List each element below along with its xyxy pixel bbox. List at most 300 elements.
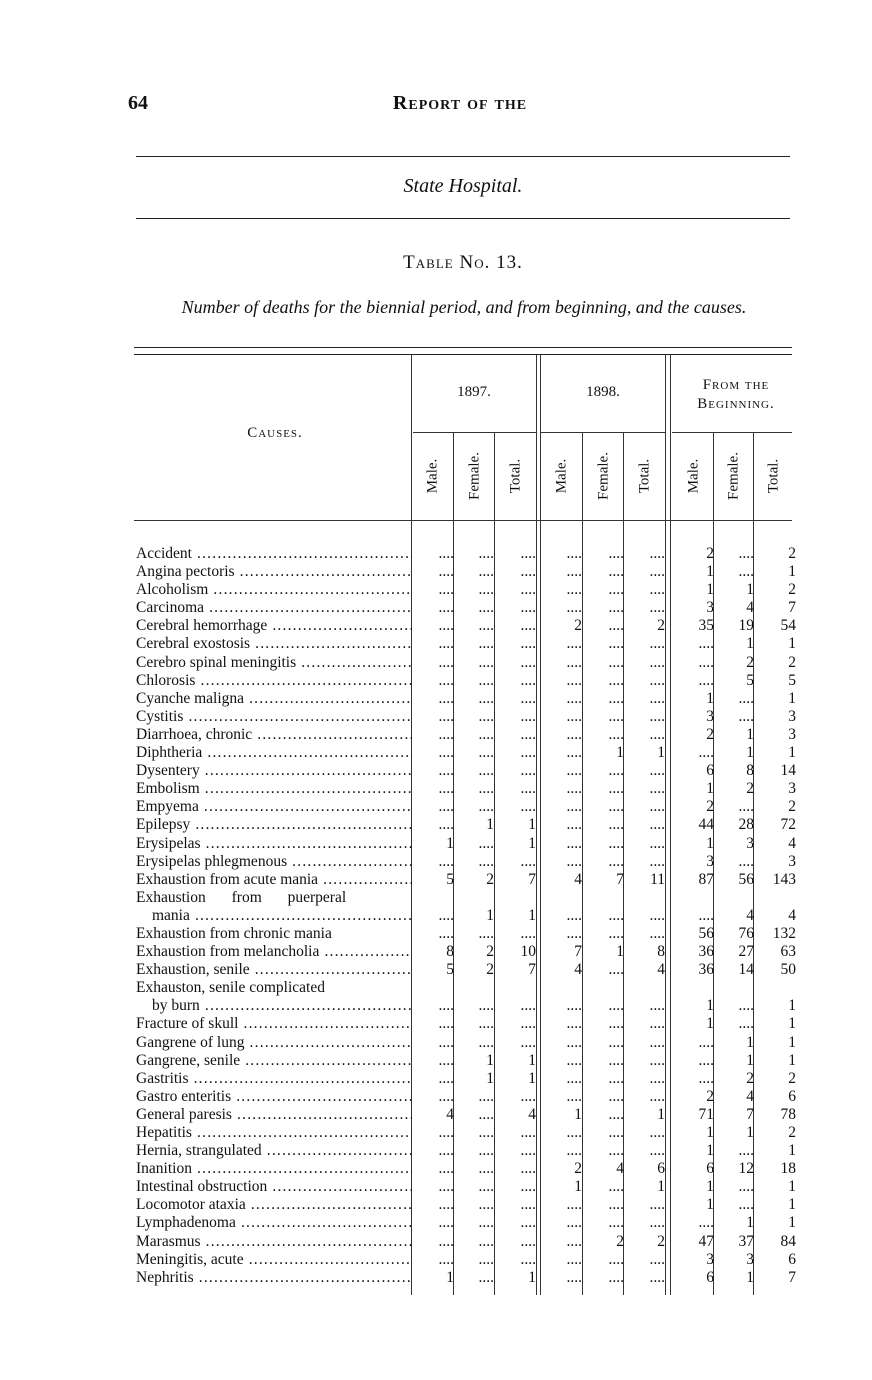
table-row [136,654,798,672]
value-cell-1898-male: 4 [574,870,582,888]
value-cell-1897-female: .... [478,1178,494,1196]
cause-cell: Inanition ..... [136,1160,412,1178]
value-cell-beginning-male: 1 [706,563,714,581]
value-cell-1897-female: .... [478,1160,494,1178]
value-cell-beginning-male: 2 [706,798,714,816]
value-cell-1897-total: 1 [528,834,536,852]
cause-cell: Intestinal obstruction ..... [136,1178,412,1196]
value-cell-beginning-total: 1 [788,563,796,581]
table-row [136,835,798,853]
table-title: Table No. 13. [403,252,523,273]
value-cell-1897-total: .... [520,1232,536,1250]
value-cell-1898-male: .... [566,563,582,581]
value-cell-beginning-female: 12 [738,1160,754,1178]
value-cell-beginning-total: 1 [788,1214,796,1232]
value-cell-1898-male: .... [566,1232,582,1250]
value-cell-1897-total: 7 [528,961,536,979]
value-cell-1898-female: .... [608,653,624,671]
value-cell-1897-total: 1 [528,1268,536,1286]
value-cell-1898-female: .... [608,617,624,635]
value-cell-1897-male: .... [438,1087,454,1105]
table-row [136,1106,798,1124]
value-cell-1898-male: .... [566,1124,582,1141]
value-cell-1898-male: 1 [574,1105,582,1123]
value-cell-1897-total: .... [520,780,536,798]
value-cell-1897-female: 1 [486,1051,494,1069]
value-cell-1897-male: 4 [446,1105,454,1123]
value-cell-1898-female: .... [608,671,624,689]
value-cell-beginning-male: 1 [706,1124,714,1141]
value-cell-beginning-total: 4 [788,834,796,852]
value-cell-1897-total: .... [520,635,536,653]
value-cell-1898-female: .... [608,762,624,780]
value-cell-beginning-female: 7 [746,1105,754,1123]
value-cell-1897-total: 4 [528,1105,536,1123]
value-cell-1898-total: .... [649,1196,665,1214]
value-cell-beginning-total: 7 [788,1268,796,1286]
value-cell-1898-male: .... [566,834,582,852]
value-cell-1897-male: .... [438,1142,454,1160]
group-header-1898: 1898. [586,384,620,400]
value-cell-1897-male: .... [438,1069,454,1087]
value-cell-1897-total: 7 [528,870,536,888]
value-cell-beginning-female: 76 [738,924,754,942]
value-cell-beginning-female: .... [738,1015,754,1033]
value-cell-beginning-total: 84 [780,1232,796,1250]
value-cell-beginning-male: 36 [698,943,714,961]
value-cell-1897-total: .... [520,1160,536,1178]
value-cell-1898-female: .... [608,1105,624,1123]
value-cell-beginning-male: 2 [706,1087,714,1105]
cause-cell: Alcoholism ..... [136,581,412,599]
value-cell-1898-female: .... [608,780,624,798]
value-cell-1897-total: .... [520,852,536,870]
value-cell-1897-total: 1 [528,816,536,834]
value-cell-1898-male: .... [566,689,582,707]
table-row [136,961,798,979]
value-cell-1897-total: .... [520,617,536,635]
value-cell-1897-total: .... [520,924,536,942]
causes-header: Causes. [247,425,303,441]
value-cell-beginning-female: 4 [746,599,754,617]
value-cell-beginning-total: 1 [788,635,796,653]
table-caption: Number of deaths for the biennial period, and from beginning, and the causes. [181,297,747,317]
value-cell-1897-male: .... [438,581,454,599]
value-cell-beginning-total: 132 [772,924,796,942]
value-cell-1898-female: .... [608,834,624,852]
value-cell-beginning-male: 1 [706,1142,714,1160]
value-cell-1898-total: .... [649,653,665,671]
value-cell-beginning-total: 1 [788,1033,796,1051]
group-header-1897: 1897. [457,384,491,400]
value-cell-beginning-female: .... [738,1196,754,1214]
value-cell-beginning-total: 3 [788,780,796,798]
table-row [136,943,798,961]
value-cell-beginning-female: 1 [746,1051,754,1069]
value-cell-beginning-male: 3 [706,1250,714,1268]
value-cell-beginning-female: 1 [746,1214,754,1232]
value-cell-beginning-female: 1 [746,1124,754,1141]
value-cell-beginning-total: 2 [788,798,796,816]
cause-cell: Locomotor ataxia ..... [136,1196,412,1214]
value-cell-1897-total: .... [520,744,536,762]
value-cell-1898-female: .... [608,1087,624,1105]
value-cell-1897-male: .... [438,545,454,562]
value-cell-1897-total: .... [520,762,536,780]
value-cell-1897-male: .... [438,1015,454,1033]
cause-cell: Exhaustion from acute mania ..... [136,871,412,889]
value-cell-1897-female: .... [478,1015,494,1033]
value-cell-beginning-male: .... [698,653,714,671]
table-row [136,672,798,690]
value-cell-1897-female: 2 [486,961,494,979]
value-cell-beginning-female: .... [738,997,754,1015]
value-cell-1897-total: .... [520,1124,536,1141]
value-cell-1898-male: 2 [574,1160,582,1178]
value-cell-1898-male: .... [566,1051,582,1069]
table-row [136,635,798,653]
value-cell-beginning-total: 2 [788,581,796,599]
cause-cell: Angina pectoris ..... [136,563,412,581]
value-cell-1898-female: .... [608,563,624,581]
cause-cell: General paresis ..... [136,1106,412,1124]
value-cell-1898-female: .... [608,816,624,834]
value-cell-1898-female: 2 [616,1232,624,1250]
value-cell-1898-male: .... [566,1142,582,1160]
value-cell-1898-female: .... [608,581,624,599]
value-cell-beginning-male: 47 [698,1232,714,1250]
value-cell-beginning-female: 19 [738,617,754,635]
value-cell-1898-total: 1 [657,744,665,762]
value-cell-1897-female: .... [478,798,494,816]
value-cell-1898-male: .... [566,1268,582,1286]
value-cell-1898-total: 1 [657,1105,665,1123]
value-cell-beginning-total: 6 [788,1087,796,1105]
value-cell-1898-male: .... [566,1214,582,1232]
cause-cell: Accident ..... [136,545,412,563]
value-cell-1897-female: .... [478,1033,494,1051]
value-cell-beginning-female: 8 [746,762,754,780]
value-cell-1897-female: .... [478,545,494,562]
value-cell-1897-female: 2 [486,870,494,888]
table-row [136,816,798,834]
value-cell-1898-male: .... [566,1069,582,1087]
value-cell-1897-female: .... [478,563,494,581]
value-cell-1898-female: .... [608,997,624,1015]
value-cell-1897-total: 1 [528,1069,536,1087]
value-cell-1897-female: .... [478,1124,494,1141]
value-cell-1898-male: .... [566,997,582,1015]
value-cell-1897-female: .... [478,617,494,635]
value-cell-1898-total: .... [649,1015,665,1033]
value-cell-1898-total: .... [649,599,665,617]
value-cell-beginning-total: 143 [772,870,796,888]
value-cell-1898-total: .... [649,924,665,942]
value-cell-1898-male: .... [566,762,582,780]
value-cell-1898-total: 4 [657,961,665,979]
value-cell-1898-total: .... [649,1051,665,1069]
value-cell-1898-female: .... [608,1015,624,1033]
value-cell-1897-total: .... [520,798,536,816]
value-cell-1898-total: .... [649,1033,665,1051]
value-cell-1898-male: .... [566,581,582,599]
value-cell-beginning-total: 3 [788,725,796,743]
value-cell-1898-male: .... [566,599,582,617]
value-cell-1898-female: 4 [616,1160,624,1178]
value-cell-1897-male: .... [438,653,454,671]
value-cell-1898-female: .... [608,1124,624,1141]
value-cell-1898-total: .... [649,581,665,599]
value-cell-1898-total: 8 [657,943,665,961]
table-row [136,1233,798,1251]
value-cell-1898-female: .... [608,1214,624,1232]
table-row [136,889,798,907]
value-cell-beginning-total: 50 [780,961,796,979]
group-underline-1897 [413,432,537,433]
value-cell-1897-total: 1 [528,1051,536,1069]
value-cell-1898-female: .... [608,1196,624,1214]
value-cell-beginning-total: 6 [788,1250,796,1268]
value-cell-beginning-female: .... [738,798,754,816]
value-cell-beginning-total: 1 [788,744,796,762]
value-cell-1898-female: .... [608,707,624,725]
value-cell-1897-male: .... [438,725,454,743]
value-cell-1898-male: .... [566,744,582,762]
value-cell-1897-female: 2 [486,943,494,961]
value-cell-1897-male: .... [438,744,454,762]
value-cell-1897-female: .... [478,852,494,870]
value-cell-beginning-total: 78 [780,1105,796,1123]
group-underline-1898 [541,432,665,433]
value-cell-1898-total: .... [649,997,665,1015]
value-cell-beginning-total: 1 [788,1178,796,1196]
value-cell-1897-female: .... [478,1142,494,1160]
value-cell-1897-male: .... [438,599,454,617]
value-cell-beginning-total: 1 [788,689,796,707]
value-cell-beginning-total: 1 [788,1015,796,1033]
value-cell-1898-total: .... [649,563,665,581]
value-cell-1897-female: .... [478,581,494,599]
cause-cell: Hernia, strangulated ..... [136,1142,412,1160]
table-row [136,1251,798,1269]
value-cell-1897-male: .... [438,762,454,780]
value-cell-beginning-female: 4 [746,906,754,924]
value-cell-1898-total: .... [649,689,665,707]
value-cell-1898-total: 1 [657,1178,665,1196]
value-cell-beginning-female: 37 [738,1232,754,1250]
value-cell-1898-total: .... [649,1124,665,1141]
value-cell-beginning-total: 2 [788,1124,796,1141]
value-cell-beginning-male: 6 [706,1160,714,1178]
value-cell-beginning-female: 1 [746,725,754,743]
value-cell-1897-male: .... [438,997,454,1015]
value-cell-1898-female: 7 [616,870,624,888]
table-row [136,1196,798,1214]
page-header [128,92,792,118]
value-cell-1898-male: .... [566,1015,582,1033]
value-cell-beginning-female: .... [738,545,754,562]
value-cell-beginning-male: .... [698,1214,714,1232]
value-cell-beginning-female: .... [738,852,754,870]
value-cell-1898-female: .... [608,1051,624,1069]
value-cell-beginning-total: 1 [788,1196,796,1214]
value-cell-beginning-total: 2 [788,1069,796,1087]
table-row [136,1214,798,1232]
value-cell-1897-total: .... [520,1015,536,1033]
value-cell-1897-total: 1 [528,906,536,924]
value-cell-beginning-total: 5 [788,671,796,689]
value-cell-1897-male: .... [438,1178,454,1196]
running-head: Report of the [392,92,528,114]
value-cell-1898-male: .... [566,924,582,942]
cause-cell: Cystitis ..... [136,708,412,726]
value-cell-1898-total: .... [649,1087,665,1105]
value-cell-1898-total: .... [649,1142,665,1160]
value-cell-1897-male: 8 [446,943,454,961]
table-top-rule [134,347,792,355]
subheader-1898-total: Total. [636,458,653,494]
value-cell-1898-male: .... [566,780,582,798]
value-cell-1897-total: .... [520,707,536,725]
value-cell-1898-female: .... [608,1250,624,1268]
value-cell-1898-total: 11 [650,870,665,888]
value-cell-1898-female: .... [608,961,624,979]
value-cell-beginning-male: 1 [706,581,714,599]
value-cell-beginning-male: 2 [706,545,714,562]
value-cell-beginning-male: 36 [698,961,714,979]
value-cell-beginning-female: .... [738,563,754,581]
value-cell-beginning-male: .... [698,1033,714,1051]
cause-cell: Exhaustion, senile ..... [136,961,412,979]
value-cell-beginning-female: 5 [746,671,754,689]
table-row [136,545,798,563]
cause-cell: Exhaustion from melancholia ..... [136,943,412,961]
value-cell-1898-male: .... [566,906,582,924]
value-cell-1897-total: .... [520,1142,536,1160]
value-cell-1898-total: .... [649,798,665,816]
table-row [136,1015,798,1033]
value-cell-1898-female: .... [608,1033,624,1051]
value-cell-1898-total: .... [649,545,665,562]
value-cell-beginning-male: 56 [698,924,714,942]
cause-cell: Cerebral hemorrhage ..... [136,617,412,635]
value-cell-1898-female: .... [608,924,624,942]
value-cell-1898-total: .... [649,725,665,743]
value-cell-1897-female: .... [478,924,494,942]
value-cell-1897-female: .... [478,1196,494,1214]
value-cell-1897-total: .... [520,581,536,599]
value-cell-1898-female: .... [608,545,624,562]
value-cell-1898-female: .... [608,689,624,707]
value-cell-beginning-male: 1 [706,834,714,852]
cause-cell: Cyanche maligna ..... [136,690,412,708]
subheader-1898-male: Male. [553,458,570,494]
value-cell-beginning-male: .... [698,1069,714,1087]
value-cell-1898-female: .... [608,852,624,870]
table-body [136,545,798,1287]
cause-cell: Gangrene of lung ..... [136,1034,412,1052]
value-cell-1898-total: .... [649,707,665,725]
value-cell-beginning-male: 71 [698,1105,714,1123]
table-row [136,1178,798,1196]
table-row [136,871,798,889]
value-cell-1897-female: .... [478,635,494,653]
value-cell-beginning-female: .... [738,689,754,707]
value-cell-1897-male: .... [438,798,454,816]
value-cell-beginning-female: 2 [746,1069,754,1087]
value-cell-beginning-female: 1 [746,635,754,653]
value-cell-1898-total: 2 [657,617,665,635]
group-header-from-beginning: From the Beginning. [697,377,775,412]
table-row [136,563,798,581]
value-cell-1897-male: 5 [446,961,454,979]
cause-cell: Hepatitis ..... [136,1124,412,1142]
value-cell-beginning-female: 1 [746,1033,754,1051]
value-cell-1898-male: .... [566,816,582,834]
table-row [136,690,798,708]
value-cell-1897-total: .... [520,725,536,743]
value-cell-beginning-male: .... [698,671,714,689]
value-cell-1898-female: 1 [616,943,624,961]
cause-cell: Erysipelas phlegmenous ..... [136,853,412,871]
value-cell-1897-male: .... [438,1250,454,1268]
value-cell-1897-male: .... [438,924,454,942]
value-cell-1897-female: .... [478,762,494,780]
value-cell-1897-male: 1 [446,834,454,852]
value-cell-beginning-total: 2 [788,653,796,671]
value-cell-1897-male: .... [438,689,454,707]
value-cell-1898-male: .... [566,1087,582,1105]
value-cell-1897-total: .... [520,1250,536,1268]
value-cell-1898-total: .... [649,635,665,653]
value-cell-beginning-male: 1 [706,1015,714,1033]
cause-cell: Nephritis ..... [136,1269,412,1287]
value-cell-1897-female: 1 [486,1069,494,1087]
value-cell-1898-male: 2 [574,617,582,635]
table-row [136,726,798,744]
value-cell-1897-female: .... [478,1232,494,1250]
header-bottom-rule [134,520,792,521]
value-cell-1898-male: .... [566,1250,582,1268]
value-cell-1897-female: .... [478,1268,494,1286]
value-cell-1898-total: 2 [657,1232,665,1250]
cause-cell: Dysentery ..... [136,762,412,780]
value-cell-1897-male: .... [438,1033,454,1051]
value-cell-1897-total: .... [520,563,536,581]
cause-cell: Diarrhoea, chronic ..... [136,726,412,744]
value-cell-1897-female: .... [478,671,494,689]
value-cell-1897-female: 1 [486,816,494,834]
value-cell-1898-female: .... [608,1142,624,1160]
subheader-1897-male: Male. [424,458,441,494]
subheader-1898-female: Female. [595,452,612,500]
cause-cell: Gangrene, senile ..... [136,1052,412,1070]
value-cell-beginning-female: 2 [746,780,754,798]
value-cell-1898-total: .... [649,816,665,834]
value-cell-1898-male: .... [566,635,582,653]
cause-cell: Fracture of skull ..... [136,1015,412,1033]
value-cell-beginning-total: 54 [780,617,796,635]
value-cell-1897-male: .... [438,617,454,635]
cause-cell: Erysipelas ..... [136,835,412,853]
value-cell-beginning-female: 4 [746,1087,754,1105]
table-row [136,1142,798,1160]
cause-cell: by burn ..... [136,997,412,1015]
value-cell-1898-female: 1 [616,744,624,762]
table-row [136,744,798,762]
table-row [136,581,798,599]
value-cell-beginning-male: 2 [706,725,714,743]
